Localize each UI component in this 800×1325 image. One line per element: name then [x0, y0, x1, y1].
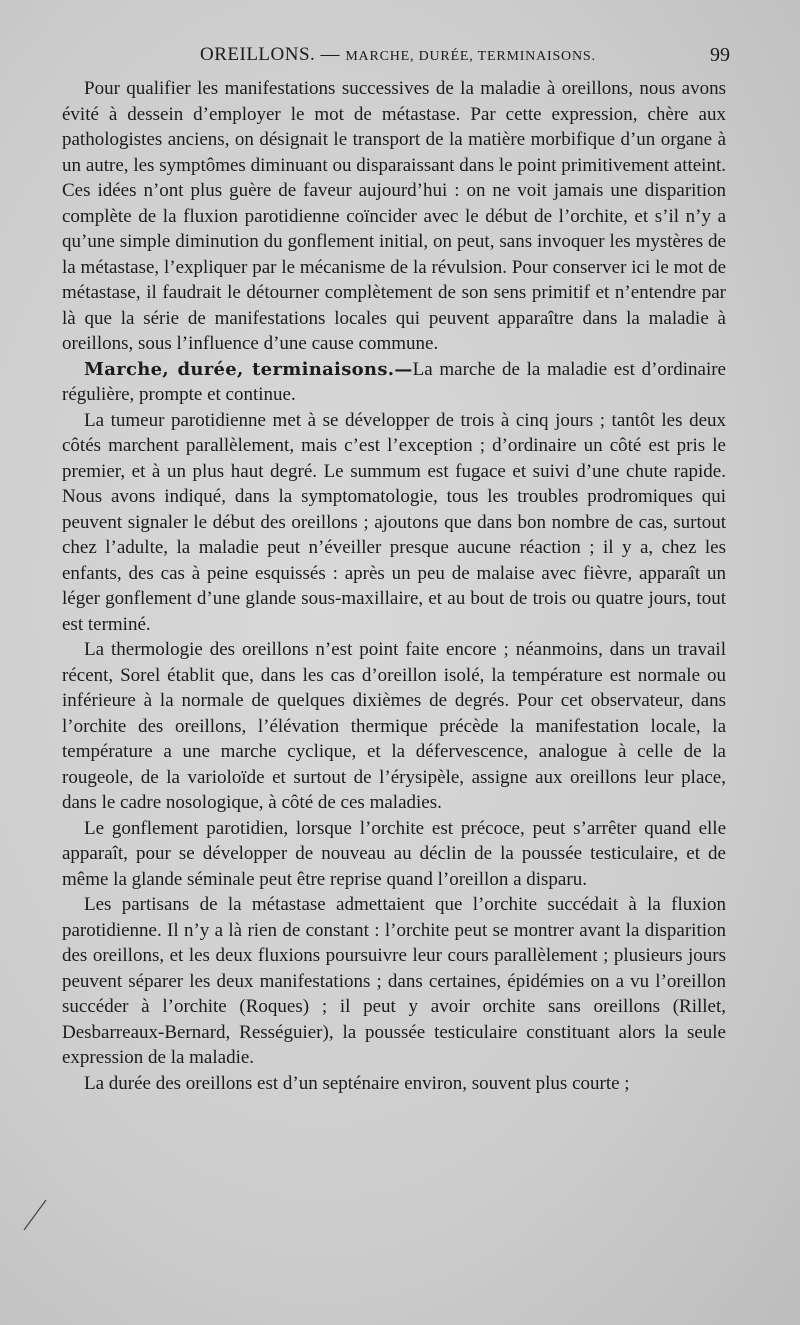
pencil-margin-mark — [22, 1196, 48, 1232]
paragraph-tumeur: La tumeur parotidienne met à se développer de trois à cinq jours ; tantôt les deux côtés marchent parallèlement, mais c’est l’exception ; d’ordinaire un côté est pris le premier, et à un plus haut degré. Le summum est fugace et suivi d’une chute rapide. Nous avons indiqué, dans la symptomatologie, tous les troubles prodromiques qui peuvent signaler le début des oreillons ; ajoutons que dans bon nombre de cas, surtout chez l’adulte, la maladie peut n’éveiller presque aucune réaction ; il y a, chez les enfants, des cas à peine esquissés : après un peu de malaise avec fièvre, apparaît un léger gonflement d’une glande sous-maxillaire, et au bout de trois ou quatre jours, tout est terminé. — [62, 409, 726, 635]
paragraph-partisans: Les partisans de la métastase admettaient que l’orchite succédait à la fluxion parotidienne. Il n’y a là rien de constant : l’orchite peut se montrer avant la disparition des oreillons, et les deux fluxions poursuivre leur cours parallèlement ; plusieurs jours peuvent séparer les deux manifestations ; dans certaines, épidémies on a vu l’oreillon succéder à l’orchite (Roques) ; il peut y avoir orchite sans oreillons (Rillet, Desbarreaux-Bernard, Rességuier), la poussée testiculaire constituant alors la seule expression de la maladie. — [62, 894, 726, 1068]
paragraph-thermologie: La thermologie des oreillons n’est point faite encore ; néanmoins, dans un travail récent, Sorel établit que, dans les cas d’oreillon isolé, la température est normale ou inférieure à la normale de quelques dixièmes de degrés. Pour cet observateur, dans l’orchite des oreillons, l’élévation thermique précède la manifestation locale, la température a une marche cyclique, et la défervescence, analogue à celle de la rougeole, de la varioloïde et surtout de l’érysipèle, assigne aux oreillons leur place, dans le cadre nosologique, à côté de ces maladies. — [62, 639, 726, 813]
paragraph-marche — [62, 357, 726, 408]
paragraph-metastase: Pour qualifier les manifestations successives de la maladie à oreillons, nous avons évité à dessein d’employer le mot de métastase. Par cette expression, chère aux pathologistes anciens, on désignait le transport de la matière morbifique d’un organe à un autre, les symptômes diminuant ou disparaissant dans le point primitivement atteint. Ces idées n’ont plus guère de faveur aujourd’hui : on ne voit jamais une disparition complète de la fluxion parotidienne coïncider avec le début de l’orchite, et s’il n’y a qu’une simple diminution du gonflement initial, on peut, sans invoquer les mystères de la métastase, l’expliquer par le mécanisme de la révulsion. Pour conserver ici le mot de métastase, il faudrait le détourner complètement de son sens primitif et n’entendre par là que la série de manifestations locales qui peuvent apparaître dans la maladie à oreillons, sous l’influence d’une cause commune. — [62, 78, 726, 354]
paragraph-gonflement: Le gonflement parotidien, lorsque l’orchite est précoce, peut s’arrêter quand elle apparaît, pour se développer de nouveau au déclin de la poussée testiculaire, et de même la glande séminale peut être reprise quand l’oreillon a disparu. — [62, 817, 726, 890]
body-text — [62, 76, 726, 1096]
paragraph-marche-text: La marche de la maladie est d’ordinaire régulière, prompte et continue. — [62, 358, 726, 405]
section-heading: Marche, durée, terminaisons.— — [84, 358, 413, 380]
running-title-sub: MARCHE, DURÉE, TERMINAISONS. — [345, 49, 596, 64]
running-header — [60, 44, 730, 72]
running-title-main: OREILLONS. — — [200, 44, 341, 65]
page-number: 99 — [710, 44, 730, 66]
paragraph-duree: La durée des oreillons est d’un septénaire environ, souvent plus courte ; — [84, 1072, 630, 1094]
running-title — [200, 44, 596, 66]
